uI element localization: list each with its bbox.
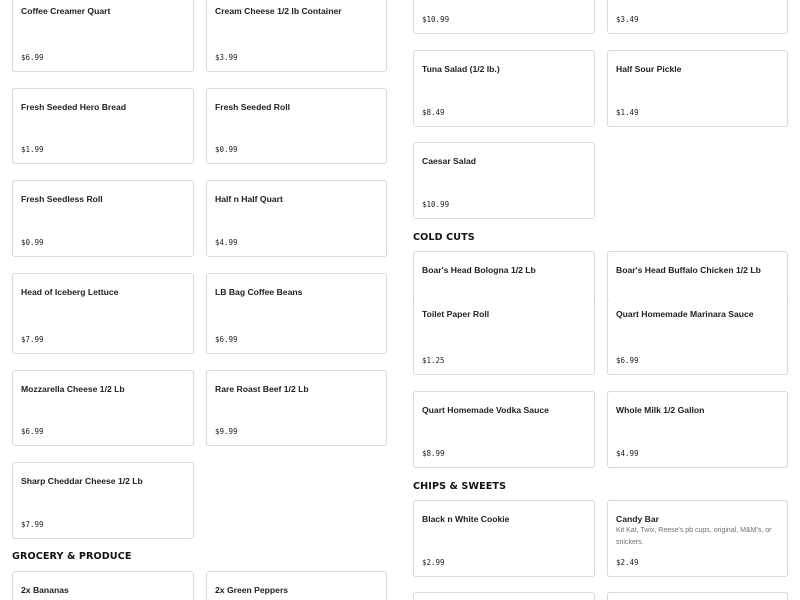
- item-name: Quart Homemade Vodka Sauce: [422, 405, 549, 415]
- menu-item-card[interactable]: [607, 500, 788, 577]
- menu-item-card[interactable]: [607, 50, 788, 127]
- menu-item-card[interactable]: [12, 180, 194, 257]
- item-price: $8.99: [422, 449, 445, 458]
- item-price: $2.49: [616, 558, 639, 567]
- menu-item-card[interactable]: [607, 391, 788, 468]
- menu-item-card[interactable]: [12, 0, 194, 72]
- item-price: $4.99: [616, 449, 639, 458]
- item-price: $0.99: [215, 145, 238, 154]
- menu-item-card[interactable]: [12, 571, 194, 600]
- section-title-grocery: GROCERY & PRODUCE: [12, 551, 132, 562]
- item-price: $6.99: [215, 335, 238, 344]
- section-title-cold-cuts: COLD CUTS: [413, 232, 475, 243]
- menu-item-card[interactable]: [206, 370, 387, 446]
- menu-item-card[interactable]: [607, 592, 788, 600]
- item-description: Kit Kat, Twix, Reese's pb cups, original, M&M's, or snickers.: [616, 527, 772, 546]
- item-price: $0.99: [21, 238, 44, 247]
- menu-item-card[interactable]: [12, 370, 194, 446]
- menu-item-card[interactable]: [413, 592, 595, 600]
- menu-item-card[interactable]: [607, 299, 788, 375]
- item-price: $10.99: [422, 15, 450, 24]
- item-price: $2.99: [422, 558, 445, 567]
- menu-item-card[interactable]: [12, 273, 194, 354]
- item-price: $10.99: [422, 200, 450, 209]
- item-price: $7.99: [21, 335, 44, 344]
- item-price: $6.99: [21, 53, 44, 62]
- item-price: $1.25: [422, 356, 445, 365]
- item-name: Head of Iceberg Lettuce: [21, 287, 119, 297]
- menu-item-card[interactable]: [413, 299, 595, 375]
- menu-item-card[interactable]: [413, 50, 595, 127]
- item-name: Half Sour Pickle: [616, 64, 682, 74]
- item-name: Fresh Seeded Hero Bread: [21, 102, 127, 112]
- menu-item-card[interactable]: [607, 0, 788, 34]
- item-name: 2x Green Peppers: [215, 585, 289, 595]
- menu-item-card[interactable]: [206, 180, 387, 257]
- item-name: Cream Cheese 1/2 lb Container: [215, 6, 342, 16]
- item-name: Caesar Salad: [422, 156, 476, 166]
- item-name: Candy Bar: [616, 514, 659, 524]
- item-name: LB Bag Coffee Beans: [215, 287, 303, 297]
- menu-item-card[interactable]: [12, 88, 194, 164]
- item-price: $6.99: [21, 427, 44, 436]
- menu-item-card[interactable]: [206, 0, 387, 72]
- menu-item-card[interactable]: [206, 571, 387, 600]
- menu-item-card[interactable]: [12, 462, 194, 539]
- item-name: Boar's Head Bologna 1/2 Lb: [422, 265, 536, 275]
- item-price: $3.99: [215, 53, 238, 62]
- item-price: $8.49: [422, 108, 445, 117]
- item-name: Half n Half Quart: [215, 194, 283, 204]
- section-title-chips-sweets: CHIPS & SWEETS: [413, 481, 507, 492]
- item-name: Coffee Creamer Quart: [21, 6, 111, 16]
- menu-item-card[interactable]: [413, 500, 595, 577]
- item-name: 2x Bananas: [21, 585, 69, 595]
- item-name: Rare Roast Beef 1/2 Lb: [215, 384, 309, 394]
- item-name: Black n White Cookie: [422, 514, 510, 524]
- item-price: $3.49: [616, 15, 639, 24]
- item-price: $9.99: [215, 427, 238, 436]
- menu-item-card[interactable]: [206, 88, 387, 164]
- item-price: $7.99: [21, 520, 44, 529]
- item-name: Mozzarella Cheese 1/2 Lb: [21, 384, 125, 394]
- item-name: Toilet Paper Roll: [422, 309, 490, 319]
- item-price: $4.99: [215, 238, 238, 247]
- item-name: Whole Milk 1/2 Gallon: [616, 405, 705, 415]
- menu-item-card[interactable]: [413, 391, 595, 468]
- menu-item-card[interactable]: [206, 273, 387, 354]
- item-name: Boar's Head Buffalo Chicken 1/2 Lb: [616, 265, 761, 275]
- menu-item-card[interactable]: [413, 0, 595, 34]
- item-name: Fresh Seedless Roll: [21, 194, 103, 204]
- item-name: Quart Homemade Marinara Sauce: [616, 309, 754, 319]
- item-name: Fresh Seeded Roll: [215, 102, 290, 112]
- item-price: $1.99: [21, 145, 44, 154]
- item-name: Tuna Salad (1/2 lb.): [422, 64, 500, 74]
- menu-item-card[interactable]: [413, 142, 595, 219]
- item-price: $6.99: [616, 356, 639, 365]
- item-name: Sharp Cheddar Cheese 1/2 Lb: [21, 476, 143, 486]
- item-price: $1.49: [616, 108, 639, 117]
